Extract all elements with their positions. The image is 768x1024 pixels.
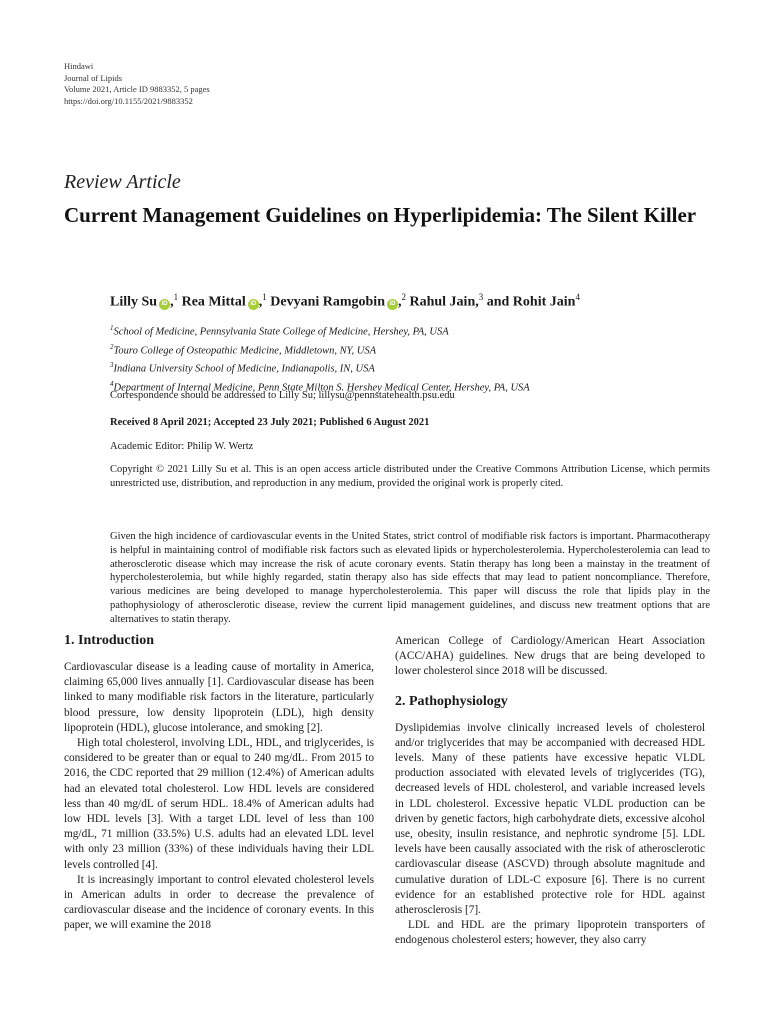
- author-affiliation-number: 2: [401, 292, 406, 302]
- publisher-name: Hindawi: [64, 61, 94, 71]
- journal-volume: Volume 2021, Article ID 9883352, 5 pages: [64, 84, 210, 94]
- orcid-icon[interactable]: iD: [159, 299, 170, 310]
- author-affiliation-number: 1: [262, 292, 267, 302]
- abstract: Given the high incidence of cardiovascular events in the United States, strict control of modifiable risk factors is important. Pharmacotherapy is helpful in maintaining control of modifiable risk factors such as elevated lipids or hypercholesterolemia. Hypercholesterolemia can lead to atherosclerotic disease which may increase the risk of acute coronary events. Statin therapy has long been a mainstay in the treatment of hypercholesterolemia, but while highly regarded, statin therapy also has side effects that may lead to patient noncompliance. Therefore, various medicines are being developed to manage hypercholesterolemia. This paper will discuss the role that lipids play in the pathophysiology of atherosclerotic disease, review the current lipid management guidelines, and discuss new treatment options that are alternatives to statin therapy.: [110, 531, 710, 625]
- paragraph: High total cholesterol, involving LDL, HDL, and triglycerides, is considered to be greater than or equal to 240 mg/dL. From 2015 to 2016, the CDC reported that 29 million (12.4%) of American adults had an elevated total cholesterol. Low HDL levels are considered less than 40 mg/dL of serum HDL. 18.4% of American adults had low HDL levels [3]. With a target LDL level of less than 100 mg/dL, 71 million (33.5%) U.S. adults had an elevated LDL level with only 23 million (33%) of these individuals having their LDL levels controlled [4].: [64, 737, 374, 871]
- copyright-notice: Copyright © 2021 Lilly Su et al. This is an open access article distributed under the Creative Commons Attribution License, which permits unrestricted use, distribution, and reproduction in any medium, provided the original work is properly cited.: [110, 464, 710, 489]
- affiliations: [110, 321, 530, 395]
- orcid-icon[interactable]: iD: [387, 299, 398, 310]
- paragraph: LDL and HDL are the primary lipoprotein transporters of endogenous cholesterol esters; however, they also carry: [395, 919, 705, 947]
- paragraph: American College of Cardiology/American Heart Association (ACC/AHA) guidelines. New drugs that are being developed to lower cholesterol since 2018 will be discussed.: [395, 635, 705, 678]
- author-list: Lilly Su iD ,$^1$ Rea Mittal iD ,$^1$ Devyani Ramgobin iD ,$^2$ Rahul Jain,$^3$ and Rohit Jain$^4$: [110, 292, 580, 310]
- author-name[interactable]: Devyani Ramgobin: [270, 294, 385, 310]
- author-name[interactable]: Rea Mittal: [181, 294, 246, 310]
- affiliation: $^1$School of Medicine, Pennsylvania State College of Medicine, Hershey, PA, USA: [110, 324, 449, 338]
- paper-title: Current Management Guidelines on Hyperlipidemia: The Silent Killer: [64, 203, 697, 227]
- affiliation: $^4$Department of Internal Medicine, Penn State Milton S. Hershey Medical Center, Hershey, PA, USA: [110, 379, 530, 393]
- paragraph: Dyslipidemias involve clinically increased levels of cholesterol and/or triglycerides that may be accompanied with decreased HDL levels. Many of these patients have excessive hepatic VLDL production associated with elevated levels of triglycerides (TG), decreased levels of HDL cholesterol, and variable increased levels in LDL cholesterol. Excessive hepatic VLDL production can be driven by genetic factors, high carbohydrate diets, excessive alcohol use, obesity, insulin resistance, and nephrotic syndrome [5]. LDL levels have been causally associated with the risk of atherosclerotic cardiovascular disease (ASCVD) through absolute magnitude and cumulative duration of LDL-C exposure [6]. There is no current evidence for an established protective role for HDL against atherosclerosis [7].: [395, 721, 705, 917]
- academic-editor: Academic Editor: Philip W. Wertz: [110, 441, 254, 452]
- author-affiliation-number: 3: [478, 292, 484, 302]
- publication-dates: Received 8 April 2021; Accepted 23 July 2021; Published 6 August 2021: [110, 417, 430, 428]
- orcid-icon[interactable]: iD: [248, 299, 259, 310]
- left-column: [64, 632, 374, 934]
- article-type: Review Article: [64, 171, 181, 193]
- section-heading-introduction: 1. Introduction: [64, 633, 154, 648]
- paragraph: Cardiovascular disease is a leading cause of mortality in America, claiming 65,000 lives annually [1]. Cardiovascular disease has been linked to many modifiable risk factors in the literature, particularly blood pressure, low density lipoprotein (LDL), high density lipoprotein (HDL), glucose intolerance, and smoking [2].: [64, 661, 374, 734]
- author-name[interactable]: and Rohit Jain: [486, 294, 576, 310]
- author-name[interactable]: Lilly Su: [110, 294, 158, 310]
- correspondence: Correspondence should be addressed to Lilly Su; lillysu@pennstatehealth.psu.edu: [110, 390, 455, 401]
- affiliation: $^3$Indiana University School of Medicine, Indianapolis, IN, USA: [110, 361, 375, 375]
- paragraph: It is increasingly important to control elevated cholesterol levels in American adults in order to decrease the prevalence of cardiovascular disease and the incidence of coronary events. In this paper, we will examine the 2018: [64, 873, 374, 932]
- journal-name: Journal of Lipids: [64, 72, 123, 83]
- author-name[interactable]: Rahul Jain,: [409, 294, 479, 310]
- affiliation: $^2$Touro College of Osteopathic Medicine, Middletown, NY, USA: [110, 342, 376, 356]
- journal-meta: [64, 61, 210, 107]
- section-heading-pathophysiology: 2. Pathophysiology: [395, 693, 508, 709]
- author-affiliation-number: 4: [575, 292, 580, 302]
- right-column: [395, 634, 705, 949]
- journal-doi[interactable]: https://doi.org/10.1155/2021/9883352: [64, 95, 193, 106]
- author-affiliation-number: 1: [173, 292, 179, 302]
